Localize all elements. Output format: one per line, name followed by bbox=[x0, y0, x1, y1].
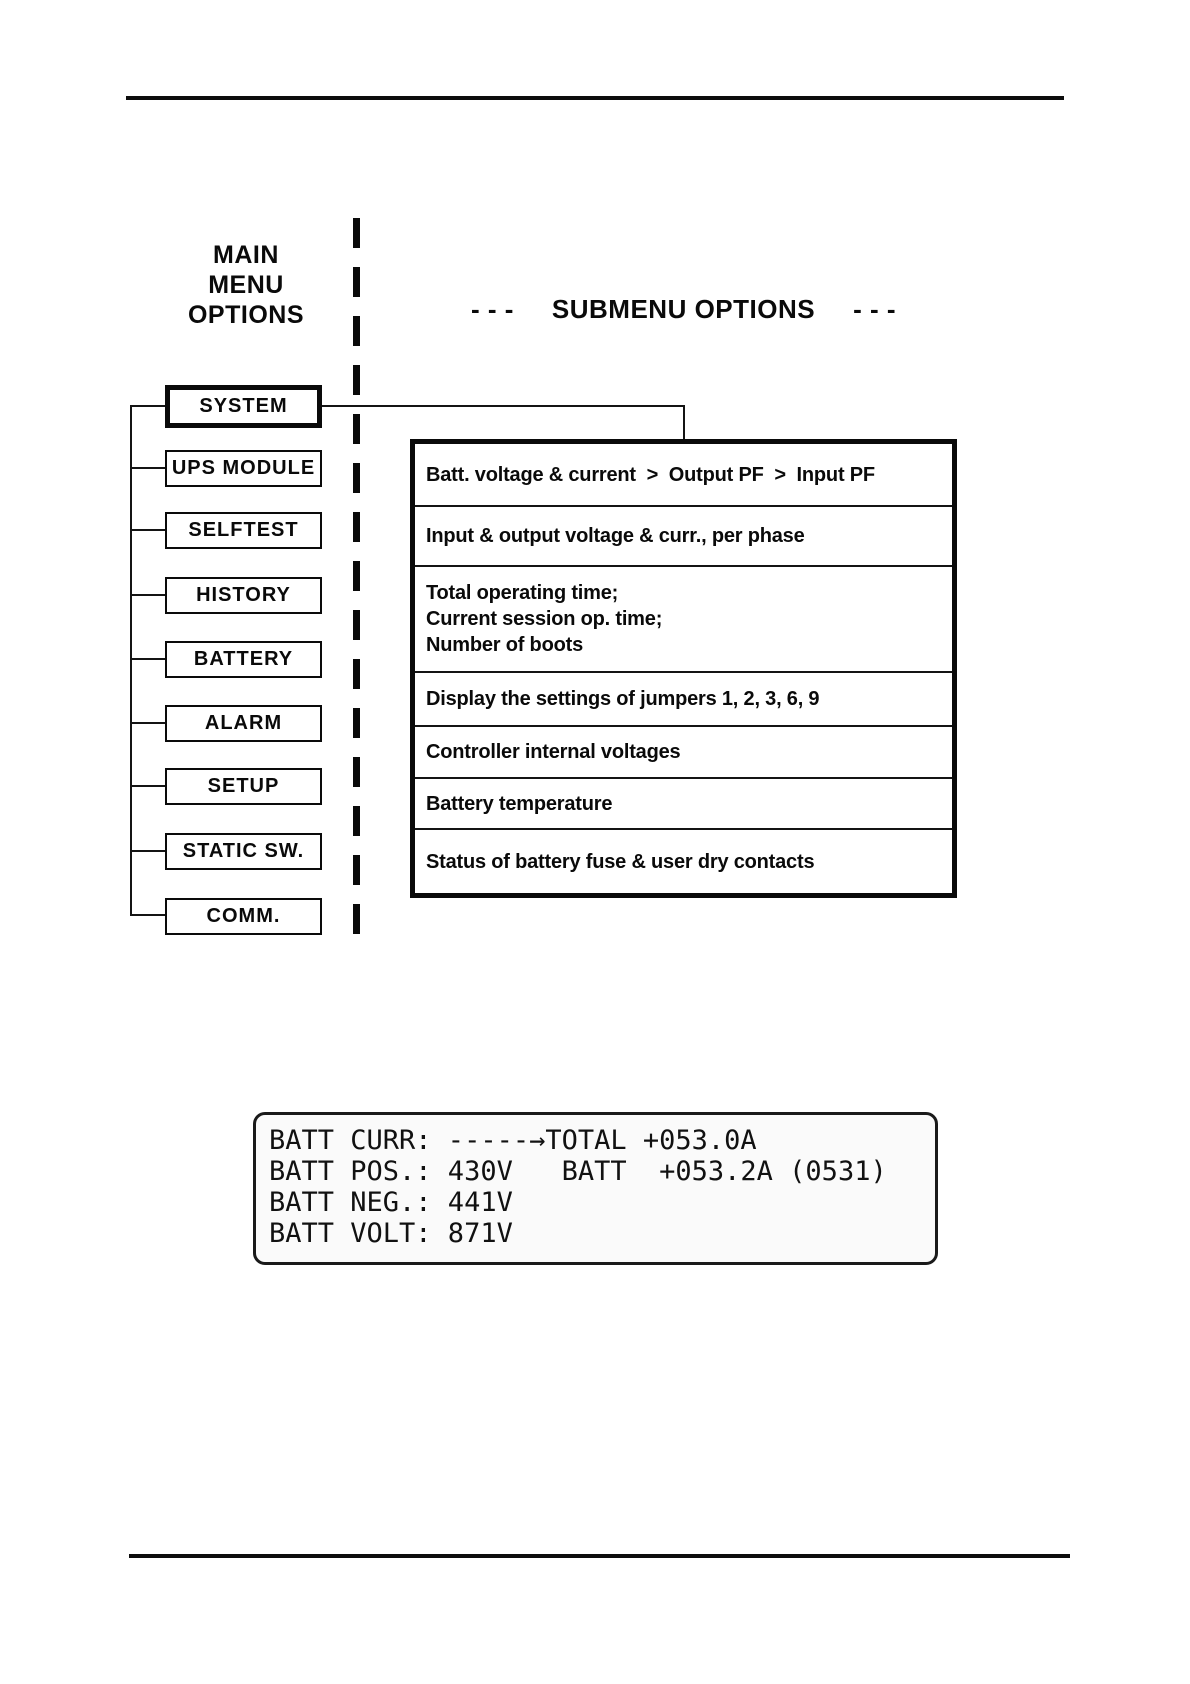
submenu-header bbox=[410, 294, 957, 325]
menu-item-alarm bbox=[165, 705, 322, 742]
menu-stub-line-history bbox=[130, 594, 166, 596]
menu-item-label: SYSTEM bbox=[199, 395, 288, 417]
menu-item-label: STATIC SW. bbox=[182, 840, 305, 862]
submenu-header-dashes-right: - - - bbox=[853, 294, 897, 324]
menu-stub-line-static-sw bbox=[130, 850, 166, 852]
submenu-row-line: Controller internal voltages bbox=[426, 741, 681, 763]
menu-item-label: UPS MODULE bbox=[171, 457, 316, 479]
menu-separator-dashed-line bbox=[353, 218, 360, 947]
lcd-display bbox=[253, 1112, 938, 1265]
page-footer-rule bbox=[129, 1554, 1070, 1558]
submenu-row-battery-temperature bbox=[415, 777, 952, 828]
submenu-row-input-output-voltage bbox=[415, 505, 952, 565]
menu-stub-line-ups-module bbox=[130, 467, 166, 469]
main-menu-title-line: OPTIONS bbox=[187, 301, 304, 329]
menu-item-battery bbox=[165, 641, 322, 678]
main-menu-title bbox=[141, 240, 351, 330]
submenu-row-line: Batt. voltage & current > Output PF > Input PF bbox=[426, 463, 875, 486]
system-submenu-connector-vertical bbox=[683, 405, 685, 441]
submenu-row-line: Input & output voltage & curr., per phase bbox=[426, 525, 805, 547]
menu-item-label: HISTORY bbox=[196, 584, 291, 606]
page-header-rule bbox=[126, 96, 1064, 100]
submenu-row-jumper-settings bbox=[415, 671, 952, 725]
lcd-line-batt-pos: BATT POS.: 430V BATT +053.2A (0531) bbox=[269, 1156, 887, 1187]
menu-item-label: SETUP bbox=[207, 775, 280, 797]
menu-item-comm bbox=[165, 898, 322, 935]
submenu-row-line: Current session op. time; bbox=[426, 608, 663, 630]
system-submenu-connector-horizontal bbox=[322, 405, 685, 407]
submenu-row-line: Number of boots bbox=[426, 634, 583, 656]
submenu-row-line: Status of battery fuse & user dry contacts bbox=[426, 850, 815, 873]
submenu-row-operating-time bbox=[415, 565, 952, 671]
lcd-line-batt-volt: BATT VOLT: 871V bbox=[269, 1218, 513, 1249]
menu-item-label: COMM. bbox=[206, 905, 281, 927]
menu-item-system bbox=[165, 385, 322, 428]
menu-stub-line-battery bbox=[130, 658, 166, 660]
menu-item-label: SELFTEST bbox=[188, 519, 299, 541]
submenu-row-controller-voltages bbox=[415, 725, 952, 777]
menu-stub-line-selftest bbox=[130, 529, 166, 531]
menu-item-history bbox=[165, 577, 322, 614]
submenu-row-line: Display the settings of jumpers 1, 2, 3, 6, 9 bbox=[426, 688, 820, 710]
submenu-row-battery-fuse-status bbox=[415, 828, 952, 893]
lcd-line-batt-curr: BATT CURR: -----→TOTAL +053.0A bbox=[269, 1125, 757, 1156]
main-menu-title-line: MAIN bbox=[213, 241, 279, 269]
menu-item-selftest bbox=[165, 512, 322, 549]
menu-stub-line-setup bbox=[130, 785, 166, 787]
submenu-row-line: Total operating time; bbox=[426, 582, 619, 604]
submenu-header-dashes-left: - - - bbox=[470, 294, 514, 324]
submenu-row-batt-voltage-current bbox=[415, 444, 952, 505]
submenu-row-line: Battery temperature bbox=[426, 792, 613, 815]
menu-stub-line-system bbox=[130, 405, 166, 407]
menu-item-label: ALARM bbox=[204, 712, 283, 734]
menu-item-ups-module bbox=[165, 450, 322, 487]
menu-stub-line-comm bbox=[130, 914, 166, 916]
main-menu-title-line: MENU bbox=[208, 271, 284, 299]
menu-item-label: BATTERY bbox=[193, 648, 294, 670]
submenu-title: SUBMENU OPTIONS bbox=[551, 294, 816, 324]
submenu-box bbox=[410, 439, 957, 898]
menu-stub-line-alarm bbox=[130, 722, 166, 724]
menu-item-static-sw bbox=[165, 833, 322, 870]
lcd-line-batt-neg: BATT NEG.: 441V bbox=[269, 1187, 513, 1218]
menu-item-setup bbox=[165, 768, 322, 805]
menu-tree-trunk-line bbox=[130, 405, 132, 916]
